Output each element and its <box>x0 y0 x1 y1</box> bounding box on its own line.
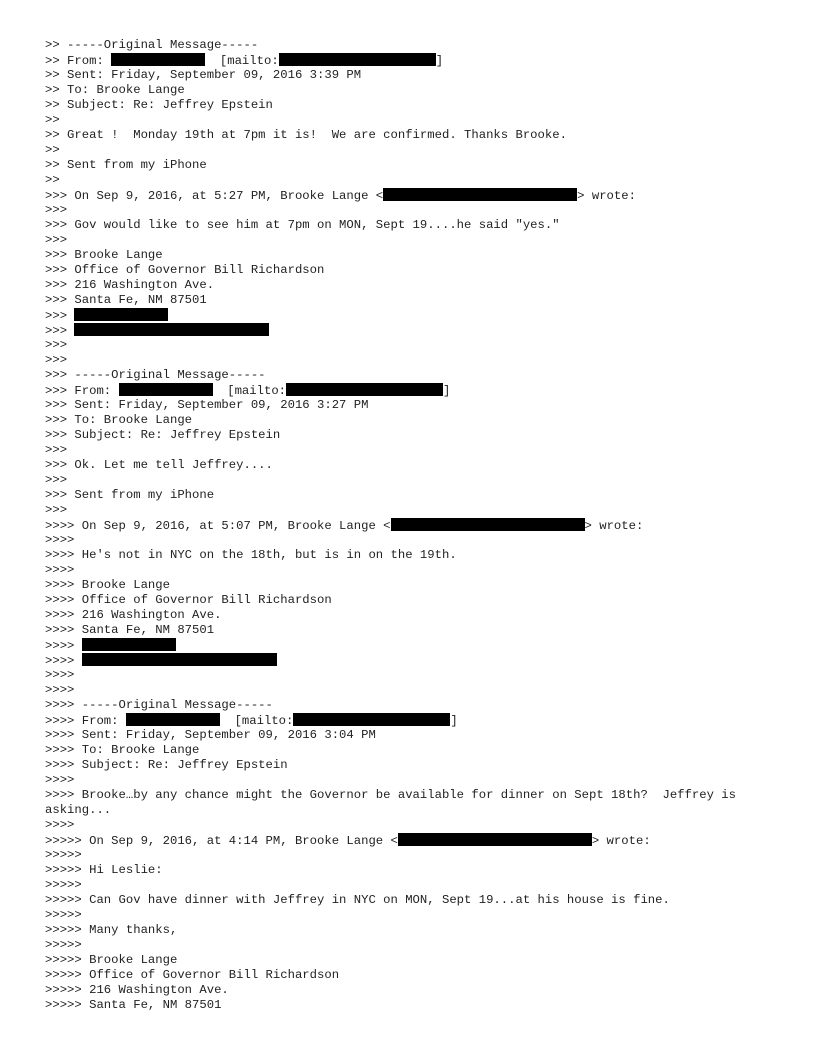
email-chain-document <box>45 38 785 1013</box>
text-line <box>45 53 785 68</box>
redaction-box <box>111 53 205 66</box>
line-text: >>> <box>45 473 68 487</box>
line-text: >>> To: Brooke Lange <box>45 413 193 427</box>
text-line <box>45 473 785 488</box>
line-text: >>> <box>45 338 68 352</box>
line-text: >> <box>45 173 60 187</box>
text-line <box>45 668 785 683</box>
text-line <box>45 533 785 548</box>
line-text: >>> Brooke Lange <box>45 248 163 262</box>
text-line <box>45 953 785 968</box>
line-text: >>>>> Office of Governor Bill Richardson <box>45 968 340 982</box>
line-text: >>>>> <box>45 848 82 862</box>
redaction-box <box>391 518 585 531</box>
line-text: >>>> <box>45 818 75 832</box>
text-line <box>45 503 785 518</box>
text-line <box>45 158 785 173</box>
text-line <box>45 788 785 818</box>
text-line <box>45 263 785 278</box>
line-text: >>>> Office of Governor Bill Richardson <box>45 593 332 607</box>
text-line <box>45 128 785 143</box>
line-text: >>>> -----Original Message----- <box>45 698 273 712</box>
text-line <box>45 83 785 98</box>
line-text: >>>> He's not in NYC on the 18th, but is in on the 19th. <box>45 548 457 562</box>
line-text: >>>> From: <box>45 714 126 728</box>
text-line <box>45 923 785 938</box>
line-text: >>> <box>45 203 68 217</box>
redaction-box <box>119 383 213 396</box>
redaction-box <box>82 638 176 651</box>
text-line <box>45 143 785 158</box>
text-line <box>45 998 785 1013</box>
line-text: >>> <box>45 503 68 517</box>
text-line <box>45 368 785 383</box>
text-line <box>45 68 785 83</box>
line-text: >> Sent from my iPhone <box>45 158 207 172</box>
line-text: >>> On Sep 9, 2016, at 5:27 PM, Brooke Lange < <box>45 189 384 203</box>
text-line <box>45 848 785 863</box>
text-line <box>45 743 785 758</box>
line-text: >>>> <box>45 563 75 577</box>
line-text: ] <box>450 714 458 728</box>
text-line <box>45 863 785 878</box>
text-line <box>45 983 785 998</box>
text-line <box>45 518 785 533</box>
line-text: >>>>> 216 Washington Ave. <box>45 983 229 997</box>
text-line <box>45 443 785 458</box>
line-text: >>> <box>45 324 75 338</box>
line-text: [mailto: <box>212 384 287 398</box>
text-line <box>45 233 785 248</box>
line-text: >>>> Brooke Lange <box>45 578 170 592</box>
text-line <box>45 413 785 428</box>
line-text: >>>> <box>45 639 82 653</box>
line-text: >>>>> <box>45 908 82 922</box>
redaction-box <box>74 323 269 336</box>
text-line <box>45 488 785 503</box>
text-line <box>45 563 785 578</box>
text-line <box>45 338 785 353</box>
line-text: >>>> <box>45 654 82 668</box>
line-text: [mailto: <box>219 714 294 728</box>
line-text: >>>> To: Brooke Lange <box>45 743 200 757</box>
text-line <box>45 353 785 368</box>
line-text: >>> <box>45 443 68 457</box>
line-text: >>> Santa Fe, NM 87501 <box>45 293 207 307</box>
text-line <box>45 428 785 443</box>
line-text: >>>> <box>45 773 75 787</box>
text-line <box>45 623 785 638</box>
line-text: >>>> Subject: Re: Jeffrey Epstein <box>45 758 288 772</box>
line-text: >>>>> Can Gov have dinner with Jeffrey in NYC on MON, Sept 19...at his house is fine. <box>45 893 670 907</box>
text-line <box>45 248 785 263</box>
text-line <box>45 383 785 398</box>
line-text: >>>> <box>45 533 75 547</box>
line-text: >> <box>45 143 60 157</box>
line-text: > wrote: <box>591 834 651 848</box>
redaction-box <box>279 53 436 66</box>
line-text: > wrote: <box>584 519 644 533</box>
text-line <box>45 713 785 728</box>
redaction-box <box>82 653 277 666</box>
redaction-box <box>126 713 220 726</box>
text-line <box>45 458 785 473</box>
text-line <box>45 878 785 893</box>
text-line <box>45 38 785 53</box>
text-line <box>45 188 785 203</box>
text-line <box>45 728 785 743</box>
line-text: >>>> <box>45 683 75 697</box>
line-text: >>>> <box>45 668 75 682</box>
line-text: >>>>> Many thanks, <box>45 923 178 937</box>
line-text: >> To: Brooke Lange <box>45 83 185 97</box>
line-text: >>>> On Sep 9, 2016, at 5:07 PM, Brooke Lange < <box>45 519 391 533</box>
text-line <box>45 938 785 953</box>
text-line <box>45 218 785 233</box>
line-text: >> Sent: Friday, September 09, 2016 3:39 PM <box>45 68 362 82</box>
text-line <box>45 908 785 923</box>
line-text: >> <box>45 113 60 127</box>
line-text: >>>>> <box>45 878 82 892</box>
line-text: > wrote: <box>577 189 636 203</box>
text-line <box>45 548 785 563</box>
text-line <box>45 113 785 128</box>
text-line <box>45 398 785 413</box>
line-text: >>> Sent: Friday, September 09, 2016 3:27 PM <box>45 398 369 412</box>
line-text: >>>> Sent: Friday, September 09, 2016 3:04 PM <box>45 728 376 742</box>
text-line <box>45 323 785 338</box>
line-text: >>> 216 Washington Ave. <box>45 278 215 292</box>
text-line <box>45 203 785 218</box>
text-line <box>45 308 785 323</box>
text-line <box>45 98 785 113</box>
line-text: >>> <box>45 233 68 247</box>
line-text: ] <box>443 384 451 398</box>
redaction-box <box>286 383 443 396</box>
text-line <box>45 968 785 983</box>
redaction-box <box>74 308 168 321</box>
text-line <box>45 173 785 188</box>
text-line <box>45 818 785 833</box>
line-text: >> Great ! Monday 19th at 7pm it is! We are confirmed. Thanks Brooke. <box>45 128 567 142</box>
text-line <box>45 833 785 848</box>
text-line <box>45 893 785 908</box>
line-text: >> -----Original Message----- <box>45 38 259 52</box>
redaction-box <box>293 713 450 726</box>
text-line <box>45 653 785 668</box>
text-line <box>45 593 785 608</box>
text-line <box>45 638 785 653</box>
line-text: >>> Sent from my iPhone <box>45 488 215 502</box>
line-text: >>> Subject: Re: Jeffrey Epstein <box>45 428 281 442</box>
line-text: >>> <box>45 309 75 323</box>
line-text: >> From: <box>45 54 112 68</box>
text-line <box>45 683 785 698</box>
text-line <box>45 608 785 623</box>
line-text: >>>>> On Sep 9, 2016, at 4:14 PM, Brooke Lange < <box>45 834 398 848</box>
line-text: >> Subject: Re: Jeffrey Epstein <box>45 98 273 112</box>
line-text: >>>> 216 Washington Ave. <box>45 608 222 622</box>
line-text: [mailto: <box>205 54 279 68</box>
text-line <box>45 758 785 773</box>
line-text: >>> Office of Governor Bill Richardson <box>45 263 325 277</box>
line-text: >>>>> <box>45 938 82 952</box>
line-text: >>> Gov would like to see him at 7pm on MON, Sept 19....he said "yes." <box>45 218 560 232</box>
text-line <box>45 278 785 293</box>
line-text: >>> <box>45 353 68 367</box>
text-line <box>45 698 785 713</box>
text-line <box>45 578 785 593</box>
text-line <box>45 293 785 308</box>
line-text: ] <box>435 54 444 68</box>
line-text: >>>>> Santa Fe, NM 87501 <box>45 998 222 1012</box>
line-text: >>> -----Original Message----- <box>45 368 266 382</box>
line-text: >>> From: <box>45 384 119 398</box>
redaction-box <box>398 833 592 846</box>
line-text: >>>> Brooke…by any chance might the Governor be available for dinner on Sept 18th? Jeffrey is asking... <box>45 788 744 817</box>
line-text: >>>> Santa Fe, NM 87501 <box>45 623 215 637</box>
line-text: >>>>> Brooke Lange <box>45 953 178 967</box>
text-line <box>45 773 785 788</box>
redaction-box <box>383 188 577 201</box>
line-text: >>> Ok. Let me tell Jeffrey.... <box>45 458 273 472</box>
line-text: >>>>> Hi Leslie: <box>45 863 163 877</box>
